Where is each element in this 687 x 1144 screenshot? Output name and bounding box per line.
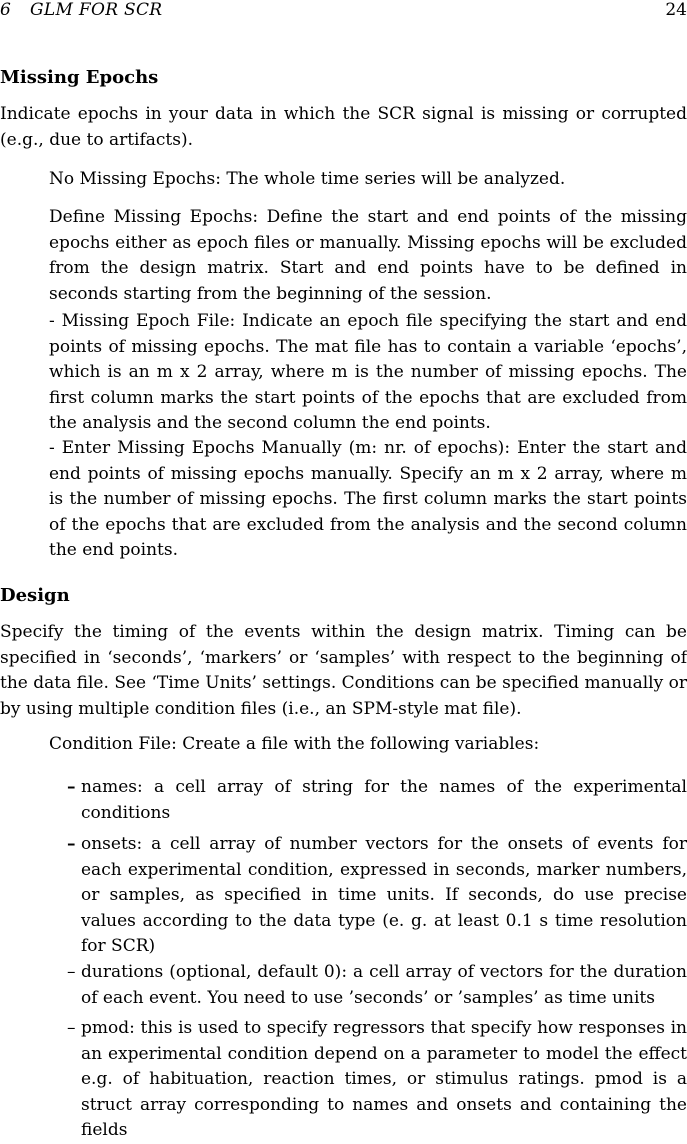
missing-epoch-file-option: - Missing Epoch File: Indicate an epoch file specifying the start and end points of missing epochs. The mat file has to contain a variable ‘epochs’, which is an m x 2 array, where m is the number of missing epochs. The first column marks the start points of the epochs that are excluded from the analysis and the second column the end points.: [49, 311, 687, 433]
page-number: 24: [665, 0, 687, 20]
no-missing-epochs-option: No Missing Epochs: The whole time series will be analyzed.: [49, 169, 566, 189]
section-title-missing-epochs: Missing Epochs: [0, 67, 159, 88]
list-dash: –: [67, 777, 76, 797]
list-item-text: names: a cell array of string for the names of the experimental conditions: [81, 777, 687, 823]
condition-file-description: Condition File: Create a file with the following variables:: [49, 734, 540, 754]
define-missing-epochs-option: Define Missing Epochs: Define the start and end points of the missing epochs either as epoch files or manually. Missing epochs will be excluded from the design matrix. Start and end points have to be defined in seconds starting from the beginning of the session.: [49, 207, 687, 304]
design-intro: Specify the timing of the events within the design matrix. Timing can be specified in ‘seconds’, ‘markers’ or ‘samples’ with respect to the beginning of the data file. See ‘Time Units’ settings. Conditions can be specified manually or by using multiple condition files (i.e., an SPM-style mat file).: [0, 622, 687, 719]
running-header: [0, 0, 687, 22]
list-item-text: pmod: this is used to specify regressors that specify how responses in an experimental condition depend on a parameter to model the effect e.g. of habituation, reaction times, or stimulus ratings. pmod is a struct array corresponding to names and onsets and containing the fields: [81, 1018, 687, 1140]
chapter-title: GLM FOR SCR: [30, 0, 163, 20]
missing-epochs-intro: Indicate epochs in your data in which the SCR signal is missing or corrupted (e.g., due to artifacts).: [0, 104, 687, 150]
enter-missing-epochs-manually-option: - Enter Missing Epochs Manually (m: nr. of epochs): Enter the start and end points of missing epochs manually. Specify an m x 2 array, where m is the number of missing epochs. The first column marks the start points of the epochs that are excluded from the analysis and the second column the end points.: [49, 438, 687, 560]
list-dash: –: [67, 1018, 76, 1038]
section-title-design: Design: [0, 585, 70, 606]
list-dash: –: [67, 962, 76, 982]
list-item-text: onsets: a cell array of number vectors for the onsets of events for each experimental condition, expressed in seconds, marker numbers, or samples, as specified in time units. If seconds, do use precise values according to the data type (e. g. at least 0.1 s time resolution for SCR): [81, 834, 687, 956]
list-item-text: durations (optional, default 0): a cell array of vectors for the duration of each event. You need to use ’seconds’ or ’samples’ as time units: [81, 962, 687, 1008]
chapter-number: 6: [0, 0, 11, 20]
list-dash: –: [67, 834, 76, 854]
